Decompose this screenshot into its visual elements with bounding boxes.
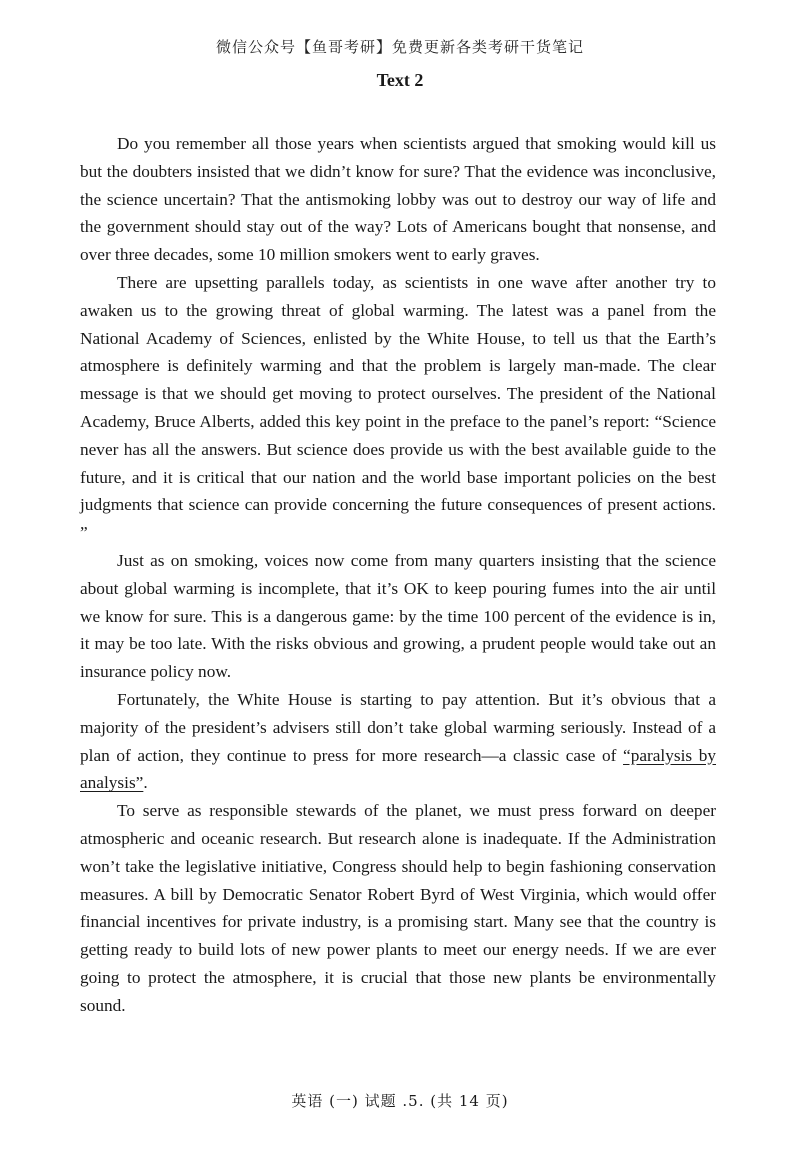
underlined-phrase: “paralysis by analysis” <box>80 745 717 793</box>
paragraph-4 <box>80 686 716 797</box>
paragraph-4-text: Fortunately, the White House is starting to pay attention. But it’s obvious that a majority of the president’s advisers still don’t take global warming seriously. Instead of a plan of action, they continue to press for more research—a classic case of <box>80 689 716 765</box>
page-footer: 英语 (一) 试题 .5. (共 14 页) <box>291 1092 509 1110</box>
paragraph-4-end: . <box>143 773 148 793</box>
paragraph-3: Just as on smoking, voices now come from many quarters insisting that the science about global warming is incomplete, that it’s OK to keep pouring fumes into the air until we know for sure. This is a dangerous game: by the time 100 percent of the evidence is in, it may be too late. With the risks obvious and growing, a prudent people would take out an insurance policy now. <box>80 550 716 682</box>
paragraph-2: There are upsetting parallels today, as scientists in one wave after another try to awaken us to the growing threat of global warming. The latest was a panel from the National Academy of Sciences, enlisted by the White House, to tell us that the Earth’s atmosphere is definitely warming and that the problem is largely man-made. The clear message is that we should get moving to protect ourselves. The president of the National Academy, Bruce Alberts, added this key point in the preface to the panel’s report: “Science never has all the answers. But science does provide us with the best available guide to the future, and it is critical that our nation and the world base important policies on the best judgments that science can provide concerning the future consequences of present actions. ” <box>80 272 716 543</box>
paragraph-5: To serve as responsible stewards of the planet, we must press forward on deeper atmospheric and oceanic research. But research alone is inadequate. If the Administration won’t take the legislative initiative, Congress should help to begin fashioning conservation measures. A bill by Democratic Senator Robert Byrd of West Virginia, which would offer financial incentives for private industry, is a promising start. Many see that the country is getting ready to build lots of new power plants to meet our energy needs. If we are ever going to protect the atmosphere, it is crucial that those new plants be environmentally sound. <box>80 801 716 1015</box>
paragraph-1: Do you remember all those years when scientists argued that smoking would kill us but the doubters insisted that we didn’t know for sure? That the evidence was inconclusive, the science uncertain? That the antismoking lobby was out to destroy our way of life and the government should stay out of the way? Lots of Americans bought that nonsense, and over three decades, some 10 million smokers went to early graves. <box>80 134 716 265</box>
passage-title: Text 2 <box>376 70 424 90</box>
header-watermark: 微信公众号【鱼哥考研】免费更新各类考研干货笔记 <box>215 38 584 56</box>
passage-body <box>80 130 716 1020</box>
